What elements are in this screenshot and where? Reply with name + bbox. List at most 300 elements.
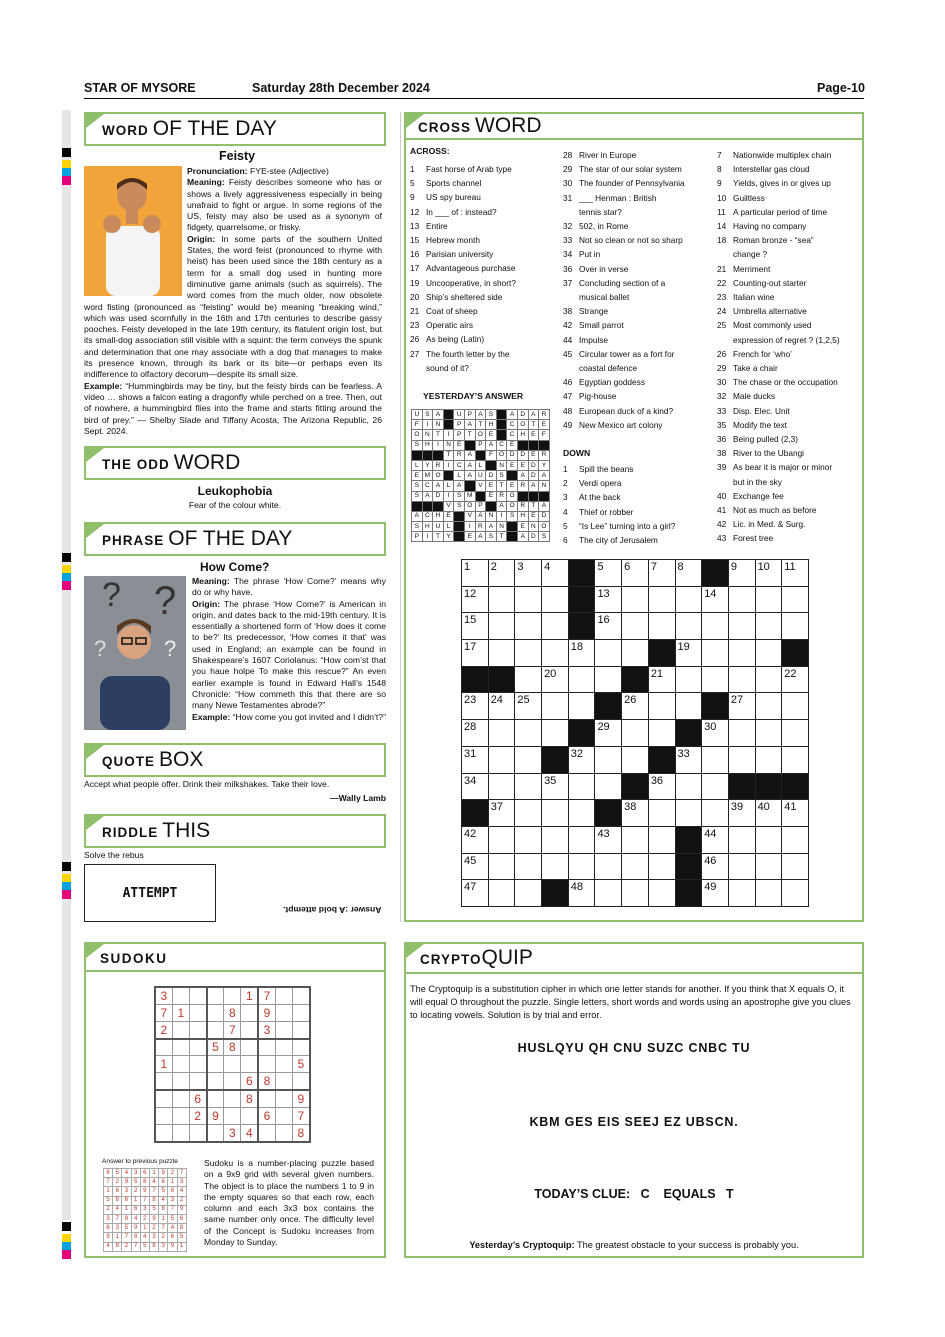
crossword-cell[interactable]: 41 [782, 800, 809, 827]
crossword-cell[interactable] [515, 746, 542, 773]
crossword-cell[interactable] [728, 853, 755, 880]
clue-item [563, 318, 685, 332]
crossword-cell[interactable] [648, 693, 675, 720]
clue-item [410, 176, 516, 190]
sudoku-cell[interactable]: 6 [241, 1073, 258, 1090]
crossword-cell[interactable]: 23 [462, 693, 489, 720]
answer-cell: T [433, 532, 444, 542]
crossword-cell[interactable]: 24 [488, 693, 515, 720]
crossword-cell[interactable] [488, 720, 515, 747]
crossword-cell[interactable] [648, 720, 675, 747]
crossword-cell[interactable]: 12 [462, 586, 489, 613]
crossword-cell[interactable] [622, 613, 649, 640]
clue-item [717, 475, 840, 489]
crossword-cell[interactable]: 33 [675, 746, 702, 773]
crossword-cell[interactable] [515, 613, 542, 640]
sudoku-cell[interactable] [207, 1073, 224, 1090]
crossword-cell[interactable]: 42 [462, 826, 489, 853]
answer-cell: E [486, 481, 497, 491]
crossword-cell[interactable] [782, 693, 809, 720]
clue-text: Hebrew month [426, 235, 480, 246]
crossword-cell[interactable]: 45 [462, 853, 489, 880]
sudoku-cell[interactable] [207, 1090, 224, 1107]
clue-number: 23 [410, 320, 420, 331]
answer-cell: O [496, 450, 507, 460]
crossword-cell[interactable] [515, 640, 542, 667]
crossword-cell[interactable]: 46 [702, 853, 729, 880]
sudoku-cell[interactable] [155, 1073, 172, 1090]
crossword-cell[interactable] [488, 773, 515, 800]
crossword-cell[interactable] [755, 746, 782, 773]
crossword-cell[interactable] [755, 666, 782, 693]
sudoku-cell[interactable] [258, 1090, 275, 1107]
answer-cell: 9 [104, 1233, 113, 1242]
word-of-day-title: WORD OF THE DAY [102, 117, 277, 140]
sudoku-cell[interactable] [293, 1039, 310, 1056]
clue-text: Take a chair [733, 363, 778, 374]
crossword-cell[interactable] [568, 853, 595, 880]
sudoku-cell[interactable] [189, 987, 206, 1004]
crossword-cell[interactable] [728, 666, 755, 693]
sudoku-cell[interactable] [155, 1090, 172, 1107]
crossword-cell[interactable]: 6 [622, 560, 649, 587]
reg-mark [62, 1250, 71, 1259]
sudoku-cell[interactable] [207, 1004, 224, 1021]
crossword-cell[interactable]: 1 [462, 560, 489, 587]
crossword-cell[interactable] [675, 666, 702, 693]
sudoku-cell[interactable]: 1 [241, 987, 258, 1004]
crossword-cell[interactable] [782, 586, 809, 613]
down-clues-col2 [563, 462, 675, 547]
clue-text: expression of regret ? (1,2,5) [733, 334, 840, 345]
sudoku-cell[interactable]: 7 [293, 1107, 310, 1124]
sudoku-cell[interactable]: 9 [207, 1107, 224, 1124]
clue-number: 21 [410, 306, 420, 317]
clue-text: Lic. in Med. & Surg. [733, 519, 806, 530]
crossword-cell[interactable] [728, 720, 755, 747]
sudoku-cell[interactable] [224, 1107, 241, 1124]
crossword-cell[interactable] [728, 880, 755, 907]
clue-text: River in Europe [579, 150, 637, 160]
crossword-cell[interactable] [648, 800, 675, 827]
crossword-cell[interactable] [515, 586, 542, 613]
sudoku-cell[interactable] [189, 1073, 206, 1090]
crossword-cell[interactable]: 8 [675, 560, 702, 587]
issue-date: Saturday 28th December 2024 [252, 81, 430, 95]
crossword-cell[interactable]: 17 [462, 640, 489, 667]
answer-cell: D [433, 491, 444, 501]
crossword-cell[interactable]: 26 [622, 693, 649, 720]
crossword-cell[interactable]: 28 [462, 720, 489, 747]
crossword-cell[interactable]: 5 [595, 560, 622, 587]
answer-cell [475, 450, 486, 460]
sudoku-cell[interactable] [275, 1107, 292, 1124]
sudoku-cell[interactable] [241, 1039, 258, 1056]
crossword-cell[interactable]: 37 [488, 800, 515, 827]
crossword-cell[interactable] [622, 746, 649, 773]
crossword-cell[interactable]: 14 [702, 586, 729, 613]
crossword-cell[interactable]: 29 [595, 720, 622, 747]
sudoku-cell[interactable]: 6 [189, 1090, 206, 1107]
phrase-text: How Come? [200, 560, 270, 574]
crossword-cell[interactable] [515, 666, 542, 693]
clue-number: 38 [563, 306, 573, 317]
crossword-cell[interactable] [782, 746, 809, 773]
sudoku-cell[interactable] [189, 1021, 206, 1038]
crossword-cell[interactable] [595, 666, 622, 693]
clue-text: Circular tower as a fort for [579, 348, 675, 359]
crossword-cell[interactable] [515, 773, 542, 800]
answer-cell: E [528, 430, 539, 440]
clue-number: 18 [717, 235, 727, 246]
crossword-cell[interactable] [782, 720, 809, 747]
crossword-cell[interactable]: 48 [568, 880, 595, 907]
cryptoquip-title: CRYPTO QUIP [420, 946, 533, 969]
crossword-cell[interactable] [488, 640, 515, 667]
crossword-cell[interactable] [782, 613, 809, 640]
crossword-cell[interactable] [542, 613, 569, 640]
crossword-cell[interactable] [675, 773, 702, 800]
crossword-cell[interactable] [622, 853, 649, 880]
sudoku-cell[interactable] [258, 1056, 275, 1073]
crossword-cell[interactable] [488, 586, 515, 613]
crossword-block [648, 640, 675, 667]
crossword-cell[interactable] [595, 773, 622, 800]
clue-number: 23 [717, 292, 727, 303]
crossword-cell[interactable] [488, 746, 515, 773]
answer-cell: 1 [140, 1224, 149, 1233]
crossword-block [622, 666, 649, 693]
sudoku-cell[interactable] [172, 1107, 189, 1124]
clue-number: 32 [717, 391, 727, 402]
sudoku-cell[interactable] [224, 1090, 241, 1107]
crossword-cell[interactable] [542, 720, 569, 747]
crossword-cell[interactable] [568, 773, 595, 800]
crossword-cell[interactable]: 16 [595, 613, 622, 640]
sudoku-cell[interactable]: 1 [172, 1004, 189, 1021]
sudoku-cell[interactable] [224, 1073, 241, 1090]
sudoku-cell[interactable] [293, 1004, 310, 1021]
crossword-cell[interactable] [728, 826, 755, 853]
sudoku-cell[interactable] [241, 1056, 258, 1073]
sudoku-cell[interactable] [172, 1073, 189, 1090]
sudoku-cell[interactable] [189, 1004, 206, 1021]
crossword-cell[interactable]: 25 [515, 693, 542, 720]
crossword-cell[interactable] [702, 746, 729, 773]
crossword-cell[interactable] [648, 613, 675, 640]
crossword-cell[interactable] [515, 800, 542, 827]
crossword-cell[interactable] [755, 720, 782, 747]
word-of-day-word: Feisty [219, 149, 256, 163]
crossword-cell[interactable] [648, 826, 675, 853]
answer-cell: A [464, 420, 475, 430]
crossword-cell[interactable]: 11 [782, 560, 809, 587]
crossword-cell[interactable] [515, 853, 542, 880]
crossword-cell[interactable] [542, 640, 569, 667]
sudoku-cell[interactable]: 9 [293, 1090, 310, 1107]
crossword-cell[interactable] [728, 586, 755, 613]
sudoku-cell[interactable] [275, 1090, 292, 1107]
crossword-cell[interactable] [702, 640, 729, 667]
crossword-cell[interactable]: 2 [488, 560, 515, 587]
crossword-cell[interactable]: 7 [648, 560, 675, 587]
crossword-cell[interactable] [568, 693, 595, 720]
crossword-cell[interactable] [675, 586, 702, 613]
sudoku-cell[interactable]: 7 [258, 987, 275, 1004]
sudoku-cell[interactable]: 7 [224, 1021, 241, 1038]
sudoku-cell[interactable] [207, 1125, 224, 1142]
answer-cell: 5 [122, 1224, 131, 1233]
crossword-cell[interactable]: 35 [542, 773, 569, 800]
sudoku-cell[interactable] [172, 1039, 189, 1056]
sudoku-cell[interactable] [241, 1021, 258, 1038]
crossword-cell[interactable]: 38 [622, 800, 649, 827]
answer-cell: 9 [177, 1205, 186, 1214]
sudoku-cell[interactable] [275, 1125, 292, 1142]
clue-number: 38 [717, 448, 727, 459]
crossword-cell[interactable]: 9 [728, 560, 755, 587]
crossword-cell[interactable]: 44 [702, 826, 729, 853]
crossword-cell[interactable] [595, 880, 622, 907]
crossword-cell[interactable] [542, 693, 569, 720]
crossword-cell[interactable] [542, 586, 569, 613]
sudoku-cell[interactable] [155, 1107, 172, 1124]
sudoku-cell[interactable] [293, 1073, 310, 1090]
answer-cell: A [517, 471, 528, 481]
crossword-cell[interactable] [542, 826, 569, 853]
crossword-cell[interactable] [622, 880, 649, 907]
crossword-cell[interactable] [702, 773, 729, 800]
clue-text: coastal defence [579, 363, 638, 374]
crossword-cell[interactable]: 20 [542, 666, 569, 693]
crossword-cell[interactable]: 49 [702, 880, 729, 907]
sudoku-cell[interactable]: 5 [293, 1056, 310, 1073]
word-of-day-body: Pronunciation: FYE-stee (Adjective) Meaning: Feisty describes someone who has or shows a lively aggressiveness especially in being unafraid to fight or argue. In some regions of the US, feisty may also be used as a synonym of fidgety, quarrelsome, or frisky. Origin: In some parts of the southern United States, the word feist (pronounced to rhyme with heist) has been used since the 18th century as a term for a small dog used in hunting more diminutive game animals (such as squirrels). The word comes from the much older, now obsolete word fisting (pronounced as “feisting” would be) meaning “breaking wind,” which was used scornfully in the 16th and 17th centuries to describe gassy pooches. Feisty developed in the late 19th century, its flatulent origin lost, but its small-dog association still visible with a squint: the term conveys the spunk and determination that one may associate with a dog that manages to make its presence known, through its bark or its bite—or perhaps even its indifference to olfactory decorum—despite its small size. Example: “Hummingbirds may be tiny, but the feisty birds can be fearless. A video … shows a falcon eating a dragonfly while perched on a tree. Then, out of nowhere, a hummingbird flies into the frame and starts fitting around the bird of prey.” — Shelby Slade and Tiffany Acosta, The Arizona Republic, 26 Sept. 2024. [84, 166, 382, 436]
crossword-cell[interactable]: 13 [595, 586, 622, 613]
answer-cell: T [433, 430, 444, 440]
sudoku-cell[interactable]: 8 [224, 1039, 241, 1056]
crossword-grid[interactable] [461, 559, 809, 907]
sudoku-cell[interactable] [258, 1039, 275, 1056]
answer-cell: D [539, 511, 550, 521]
answer-cell: N [496, 460, 507, 470]
sudoku-cell[interactable] [293, 1021, 310, 1038]
sudoku-grid[interactable] [154, 986, 311, 1143]
sudoku-cell[interactable] [207, 1021, 224, 1038]
sudoku-cell[interactable] [275, 1073, 292, 1090]
crossword-cell[interactable] [702, 800, 729, 827]
sudoku-cell[interactable] [224, 1056, 241, 1073]
sudoku-cell[interactable]: 6 [258, 1107, 275, 1124]
sudoku-cell[interactable] [189, 1056, 206, 1073]
crossword-cell[interactable] [568, 800, 595, 827]
crossword-cell[interactable]: 19 [675, 640, 702, 667]
crossword-cell[interactable]: 27 [728, 693, 755, 720]
crossword-cell[interactable]: 34 [462, 773, 489, 800]
sudoku-cell[interactable] [275, 987, 292, 1004]
sudoku-cell[interactable]: 8 [293, 1125, 310, 1142]
answer-cell: T [528, 501, 539, 511]
crossword-cell[interactable]: 31 [462, 746, 489, 773]
sudoku-cell[interactable] [189, 1039, 206, 1056]
sudoku-cell[interactable]: 9 [258, 1004, 275, 1021]
sudoku-cell[interactable] [172, 1021, 189, 1038]
sudoku-cell[interactable] [207, 987, 224, 1004]
sudoku-cell[interactable]: 8 [258, 1073, 275, 1090]
crossword-cell[interactable] [755, 880, 782, 907]
sudoku-cell[interactable] [172, 987, 189, 1004]
answer-cell: E [443, 511, 454, 521]
crossword-cell[interactable] [675, 693, 702, 720]
crossword-cell[interactable]: 22 [782, 666, 809, 693]
previous-sudoku-answer [103, 1168, 187, 1252]
crossword-cell[interactable]: 18 [568, 640, 595, 667]
sudoku-cell[interactable] [241, 1004, 258, 1021]
sudoku-cell[interactable] [155, 1125, 172, 1142]
crossword-cell[interactable] [622, 720, 649, 747]
crossword-cell[interactable]: 40 [755, 800, 782, 827]
crossword-cell[interactable] [755, 693, 782, 720]
crossword-cell[interactable] [648, 880, 675, 907]
crossword-cell[interactable] [542, 853, 569, 880]
crossword-cell[interactable] [622, 586, 649, 613]
sudoku-cell[interactable] [241, 1107, 258, 1124]
crossword-cell[interactable]: 47 [462, 880, 489, 907]
clue-item [410, 304, 516, 318]
clue-number: 41 [717, 505, 727, 516]
sudoku-cell[interactable] [172, 1090, 189, 1107]
crossword-cell[interactable] [755, 586, 782, 613]
crossword-cell[interactable] [728, 613, 755, 640]
crossword-cell[interactable]: 32 [568, 746, 595, 773]
answer-cell [475, 491, 486, 501]
clue-text: Put in [579, 249, 601, 260]
clue-item [717, 304, 840, 318]
answer-cell: A [422, 491, 433, 501]
crossword-cell[interactable] [702, 666, 729, 693]
clue-text: Having no company [733, 221, 807, 232]
crossword-cell[interactable]: 21 [648, 666, 675, 693]
crossword-cell[interactable] [728, 640, 755, 667]
crossword-cell[interactable] [595, 853, 622, 880]
crossword-cell[interactable] [702, 613, 729, 640]
crossword-cell[interactable] [755, 640, 782, 667]
sudoku-cell[interactable]: 3 [155, 987, 172, 1004]
crossword-cell[interactable] [675, 613, 702, 640]
crossword-cell[interactable] [595, 640, 622, 667]
crossword-cell[interactable]: 3 [515, 560, 542, 587]
crossword-cell[interactable] [648, 586, 675, 613]
crossword-cell[interactable] [515, 880, 542, 907]
answer-cell: H [486, 420, 497, 430]
sudoku-cell[interactable] [172, 1125, 189, 1142]
crossword-cell[interactable] [488, 613, 515, 640]
crossword-cell[interactable] [782, 853, 809, 880]
crossword-cell[interactable] [488, 853, 515, 880]
crossword-cell[interactable] [515, 826, 542, 853]
sudoku-cell[interactable] [155, 1039, 172, 1056]
answer-cell: 1 [122, 1205, 131, 1214]
clue-number: 47 [563, 391, 573, 402]
sudoku-cell[interactable]: 5 [207, 1039, 224, 1056]
crossword-cell[interactable] [675, 800, 702, 827]
crossword-cell[interactable] [622, 826, 649, 853]
sudoku-cell[interactable]: 2 [189, 1107, 206, 1124]
crossword-cell[interactable]: 15 [462, 613, 489, 640]
sudoku-cell[interactable] [275, 1021, 292, 1038]
clue-number: 27 [410, 348, 420, 359]
crossword-cell[interactable]: 4 [542, 560, 569, 587]
paper-name: STAR OF MYSORE [84, 81, 196, 95]
crossword-cell[interactable] [515, 720, 542, 747]
crossword-cell[interactable] [728, 746, 755, 773]
sudoku-cell[interactable] [172, 1056, 189, 1073]
sudoku-cell[interactable] [275, 1004, 292, 1021]
clue-number: 1 [410, 164, 415, 174]
sudoku-cell[interactable] [258, 1125, 275, 1142]
sudoku-cell[interactable] [275, 1056, 292, 1073]
crossword-cell[interactable] [782, 826, 809, 853]
answer-cell: U [412, 410, 423, 420]
sudoku-cell[interactable]: 7 [155, 1004, 172, 1021]
crossword-cell[interactable] [488, 880, 515, 907]
crossword-cell[interactable] [755, 826, 782, 853]
answer-cell: E [528, 511, 539, 521]
crossword-cell[interactable]: 30 [702, 720, 729, 747]
crossword-cell[interactable] [568, 826, 595, 853]
answer-cell: 6 [104, 1224, 113, 1233]
answer-cell: E [507, 481, 518, 491]
clue-item [563, 361, 685, 375]
crossword-cell[interactable] [648, 853, 675, 880]
sudoku-cell[interactable]: 3 [224, 1125, 241, 1142]
crossword-cell[interactable] [568, 666, 595, 693]
crossword-cell[interactable] [488, 826, 515, 853]
crossword-cell[interactable]: 36 [648, 773, 675, 800]
sudoku-cell[interactable] [224, 987, 241, 1004]
answer-cell: 7 [177, 1169, 186, 1178]
crossword-cell[interactable]: 39 [728, 800, 755, 827]
clue-item [717, 418, 840, 432]
crossword-block [675, 720, 702, 747]
crossword-cell[interactable] [595, 746, 622, 773]
crossword-cell[interactable] [542, 800, 569, 827]
sudoku-cell[interactable] [207, 1056, 224, 1073]
answer-cell: G [507, 491, 518, 501]
crossword-cell[interactable]: 10 [755, 560, 782, 587]
clue-text: Advantageous purchase [426, 263, 516, 274]
sudoku-cell[interactable] [189, 1125, 206, 1142]
sudoku-cell[interactable]: 3 [258, 1021, 275, 1038]
crossword-cell[interactable] [782, 880, 809, 907]
sudoku-cell[interactable] [293, 987, 310, 1004]
sudoku-cell[interactable]: 1 [155, 1056, 172, 1073]
clue-number: 4 [563, 506, 568, 517]
crossword-cell[interactable] [622, 640, 649, 667]
answer-cell: I [496, 511, 507, 521]
sudoku-cell[interactable] [275, 1039, 292, 1056]
sudoku-cell[interactable]: 2 [155, 1021, 172, 1038]
crossword-cell[interactable] [755, 853, 782, 880]
sudoku-cell[interactable]: 8 [224, 1004, 241, 1021]
yesterday-crossword-grid [411, 409, 550, 542]
answer-cell: C [496, 440, 507, 450]
crossword-cell[interactable] [755, 613, 782, 640]
answer-cell: O [507, 501, 518, 511]
crossword-cell[interactable]: 43 [595, 826, 622, 853]
sudoku-cell[interactable]: 4 [241, 1125, 258, 1142]
sudoku-cell[interactable]: 8 [241, 1090, 258, 1107]
